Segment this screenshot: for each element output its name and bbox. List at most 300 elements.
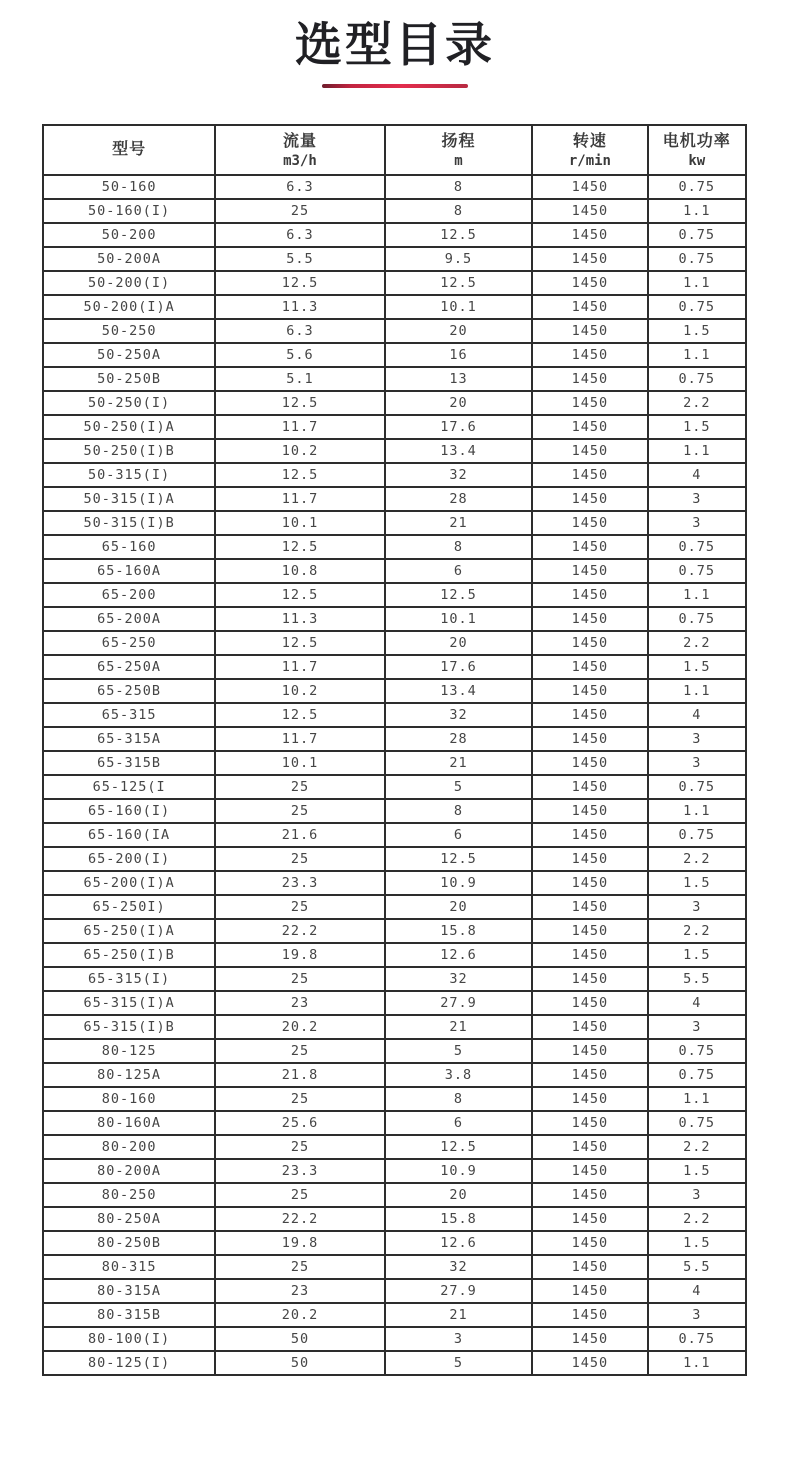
cell-head: 32 bbox=[385, 967, 533, 991]
table-row bbox=[43, 631, 746, 655]
cell-model: 50-315(I) bbox=[43, 463, 215, 487]
table-row bbox=[43, 751, 746, 775]
table-row bbox=[43, 919, 746, 943]
cell-head: 12.5 bbox=[385, 271, 533, 295]
cell-head: 10.9 bbox=[385, 1159, 533, 1183]
cell-power: 1.5 bbox=[648, 871, 746, 895]
cell-speed: 1450 bbox=[532, 223, 647, 247]
cell-flow: 23.3 bbox=[215, 871, 384, 895]
cell-head: 15.8 bbox=[385, 1207, 533, 1231]
cell-speed: 1450 bbox=[532, 1063, 647, 1087]
cell-speed: 1450 bbox=[532, 271, 647, 295]
cell-speed: 1450 bbox=[532, 1351, 647, 1375]
table-row bbox=[43, 1015, 746, 1039]
cell-head: 10.1 bbox=[385, 295, 533, 319]
cell-flow: 12.5 bbox=[215, 583, 384, 607]
cell-flow: 12.5 bbox=[215, 271, 384, 295]
cell-flow: 25 bbox=[215, 967, 384, 991]
cell-model: 50-250B bbox=[43, 367, 215, 391]
cell-speed: 1450 bbox=[532, 919, 647, 943]
cell-flow: 6.3 bbox=[215, 175, 384, 199]
cell-power: 4 bbox=[648, 463, 746, 487]
cell-model: 50-200 bbox=[43, 223, 215, 247]
cell-speed: 1450 bbox=[532, 1279, 647, 1303]
cell-model: 65-160 bbox=[43, 535, 215, 559]
cell-power: 0.75 bbox=[648, 1063, 746, 1087]
table-row bbox=[43, 199, 746, 223]
column-header-head bbox=[385, 125, 533, 175]
cell-flow: 25 bbox=[215, 1183, 384, 1207]
cell-head: 8 bbox=[385, 799, 533, 823]
column-header-power bbox=[648, 125, 746, 175]
table-row bbox=[43, 1063, 746, 1087]
cell-flow: 23 bbox=[215, 991, 384, 1015]
cell-model: 50-250(I)A bbox=[43, 415, 215, 439]
cell-speed: 1450 bbox=[532, 823, 647, 847]
selection-table-container bbox=[42, 124, 747, 1376]
cell-flow: 12.5 bbox=[215, 463, 384, 487]
column-label: 型号 bbox=[112, 141, 147, 159]
cell-power: 0.75 bbox=[648, 247, 746, 271]
cell-speed: 1450 bbox=[532, 847, 647, 871]
cell-flow: 19.8 bbox=[215, 943, 384, 967]
table-row bbox=[43, 1351, 746, 1375]
cell-head: 10.1 bbox=[385, 607, 533, 631]
cell-speed: 1450 bbox=[532, 535, 647, 559]
table-row bbox=[43, 727, 746, 751]
cell-flow: 6.3 bbox=[215, 319, 384, 343]
cell-flow: 10.1 bbox=[215, 511, 384, 535]
cell-model: 65-250B bbox=[43, 679, 215, 703]
cell-power: 3 bbox=[648, 895, 746, 919]
cell-model: 65-250(I)A bbox=[43, 919, 215, 943]
table-row bbox=[43, 319, 746, 343]
cell-power: 1.1 bbox=[648, 439, 746, 463]
table-row bbox=[43, 175, 746, 199]
column-header-speed bbox=[532, 125, 647, 175]
cell-model: 50-250(I) bbox=[43, 391, 215, 415]
cell-power: 1.5 bbox=[648, 415, 746, 439]
cell-speed: 1450 bbox=[532, 391, 647, 415]
cell-power: 3 bbox=[648, 1183, 746, 1207]
cell-head: 32 bbox=[385, 463, 533, 487]
table-row bbox=[43, 1255, 746, 1279]
table-row bbox=[43, 295, 746, 319]
cell-speed: 1450 bbox=[532, 511, 647, 535]
cell-power: 0.75 bbox=[648, 1111, 746, 1135]
cell-head: 12.5 bbox=[385, 1135, 533, 1159]
cell-speed: 1450 bbox=[532, 1039, 647, 1063]
cell-flow: 25 bbox=[215, 847, 384, 871]
table-row bbox=[43, 391, 746, 415]
table-row bbox=[43, 1159, 746, 1183]
cell-head: 8 bbox=[385, 535, 533, 559]
table-row bbox=[43, 1231, 746, 1255]
cell-head: 16 bbox=[385, 343, 533, 367]
cell-flow: 25 bbox=[215, 895, 384, 919]
cell-model: 80-200A bbox=[43, 1159, 215, 1183]
column-unit: kw bbox=[688, 152, 706, 169]
cell-model: 50-250(I)B bbox=[43, 439, 215, 463]
cell-model: 65-315 bbox=[43, 703, 215, 727]
table-row bbox=[43, 895, 746, 919]
cell-flow: 5.5 bbox=[215, 247, 384, 271]
column-unit: r/min bbox=[568, 152, 611, 169]
cell-flow: 25.6 bbox=[215, 1111, 384, 1135]
cell-head: 21 bbox=[385, 751, 533, 775]
cell-flow: 25 bbox=[215, 775, 384, 799]
table-row bbox=[43, 1303, 746, 1327]
cell-power: 1.1 bbox=[648, 199, 746, 223]
cell-head: 13 bbox=[385, 367, 533, 391]
cell-flow: 22.2 bbox=[215, 919, 384, 943]
cell-head: 32 bbox=[385, 703, 533, 727]
table-row bbox=[43, 583, 746, 607]
cell-model: 80-315B bbox=[43, 1303, 215, 1327]
cell-speed: 1450 bbox=[532, 943, 647, 967]
table-row bbox=[43, 343, 746, 367]
cell-flow: 6.3 bbox=[215, 223, 384, 247]
cell-speed: 1450 bbox=[532, 175, 647, 199]
cell-power: 3 bbox=[648, 511, 746, 535]
table-row bbox=[43, 487, 746, 511]
table-row bbox=[43, 823, 746, 847]
cell-flow: 11.3 bbox=[215, 295, 384, 319]
cell-power: 0.75 bbox=[648, 1327, 746, 1351]
cell-power: 1.5 bbox=[648, 655, 746, 679]
cell-model: 65-315A bbox=[43, 727, 215, 751]
cell-model: 80-125 bbox=[43, 1039, 215, 1063]
table-body bbox=[43, 175, 746, 1375]
cell-head: 20 bbox=[385, 1183, 533, 1207]
cell-head: 12.5 bbox=[385, 583, 533, 607]
table-row bbox=[43, 271, 746, 295]
column-label: 流量 bbox=[282, 133, 317, 151]
cell-speed: 1450 bbox=[532, 295, 647, 319]
cell-flow: 11.7 bbox=[215, 655, 384, 679]
cell-model: 65-125(I bbox=[43, 775, 215, 799]
cell-power: 2.2 bbox=[648, 919, 746, 943]
cell-model: 65-250 bbox=[43, 631, 215, 655]
table-row bbox=[43, 607, 746, 631]
cell-head: 21 bbox=[385, 1303, 533, 1327]
cell-speed: 1450 bbox=[532, 679, 647, 703]
cell-flow: 22.2 bbox=[215, 1207, 384, 1231]
table-row bbox=[43, 1135, 746, 1159]
table-row bbox=[43, 559, 746, 583]
cell-model: 65-250I) bbox=[43, 895, 215, 919]
cell-model: 50-250A bbox=[43, 343, 215, 367]
cell-power: 0.75 bbox=[648, 535, 746, 559]
cell-head: 27.9 bbox=[385, 1279, 533, 1303]
cell-model: 65-250A bbox=[43, 655, 215, 679]
cell-flow: 10.2 bbox=[215, 679, 384, 703]
cell-head: 20 bbox=[385, 895, 533, 919]
table-header bbox=[43, 125, 746, 175]
cell-speed: 1450 bbox=[532, 487, 647, 511]
cell-speed: 1450 bbox=[532, 895, 647, 919]
cell-speed: 1450 bbox=[532, 1303, 647, 1327]
cell-speed: 1450 bbox=[532, 1255, 647, 1279]
cell-speed: 1450 bbox=[532, 367, 647, 391]
cell-power: 4 bbox=[648, 991, 746, 1015]
cell-model: 50-160(I) bbox=[43, 199, 215, 223]
cell-power: 1.1 bbox=[648, 583, 746, 607]
table-row bbox=[43, 679, 746, 703]
cell-model: 80-160 bbox=[43, 1087, 215, 1111]
cell-power: 0.75 bbox=[648, 823, 746, 847]
cell-speed: 1450 bbox=[532, 727, 647, 751]
cell-power: 2.2 bbox=[648, 391, 746, 415]
cell-head: 3.8 bbox=[385, 1063, 533, 1087]
cell-speed: 1450 bbox=[532, 319, 647, 343]
cell-flow: 10.8 bbox=[215, 559, 384, 583]
cell-speed: 1450 bbox=[532, 463, 647, 487]
table-row bbox=[43, 943, 746, 967]
cell-speed: 1450 bbox=[532, 583, 647, 607]
cell-flow: 25 bbox=[215, 199, 384, 223]
header-row bbox=[43, 125, 746, 175]
cell-power: 2.2 bbox=[648, 847, 746, 871]
cell-head: 12.5 bbox=[385, 847, 533, 871]
column-label: 电机功率 bbox=[662, 133, 731, 151]
cell-power: 3 bbox=[648, 1303, 746, 1327]
cell-power: 1.1 bbox=[648, 679, 746, 703]
cell-flow: 20.2 bbox=[215, 1015, 384, 1039]
cell-power: 4 bbox=[648, 1279, 746, 1303]
table-row bbox=[43, 1279, 746, 1303]
cell-model: 65-315(I) bbox=[43, 967, 215, 991]
column-label: 转速 bbox=[572, 133, 607, 151]
cell-speed: 1450 bbox=[532, 1207, 647, 1231]
table-row bbox=[43, 703, 746, 727]
cell-power: 3 bbox=[648, 487, 746, 511]
cell-head: 8 bbox=[385, 199, 533, 223]
cell-head: 20 bbox=[385, 391, 533, 415]
table-row bbox=[43, 1183, 746, 1207]
cell-power: 4 bbox=[648, 703, 746, 727]
cell-head: 5 bbox=[385, 775, 533, 799]
cell-speed: 1450 bbox=[532, 1231, 647, 1255]
cell-flow: 25 bbox=[215, 1087, 384, 1111]
cell-model: 65-200(I)A bbox=[43, 871, 215, 895]
cell-flow: 50 bbox=[215, 1351, 384, 1375]
cell-speed: 1450 bbox=[532, 607, 647, 631]
cell-flow: 50 bbox=[215, 1327, 384, 1351]
cell-speed: 1450 bbox=[532, 439, 647, 463]
cell-power: 2.2 bbox=[648, 1207, 746, 1231]
cell-speed: 1450 bbox=[532, 343, 647, 367]
cell-speed: 1450 bbox=[532, 247, 647, 271]
cell-speed: 1450 bbox=[532, 1327, 647, 1351]
table-row bbox=[43, 415, 746, 439]
cell-head: 27.9 bbox=[385, 991, 533, 1015]
cell-flow: 5.6 bbox=[215, 343, 384, 367]
cell-head: 12.6 bbox=[385, 943, 533, 967]
cell-head: 32 bbox=[385, 1255, 533, 1279]
table-row bbox=[43, 871, 746, 895]
table-row bbox=[43, 799, 746, 823]
cell-speed: 1450 bbox=[532, 1183, 647, 1207]
cell-speed: 1450 bbox=[532, 751, 647, 775]
cell-flow: 12.5 bbox=[215, 631, 384, 655]
cell-flow: 11.7 bbox=[215, 487, 384, 511]
cell-flow: 23.3 bbox=[215, 1159, 384, 1183]
cell-model: 65-160(IA bbox=[43, 823, 215, 847]
cell-head: 5 bbox=[385, 1039, 533, 1063]
cell-model: 65-315(I)A bbox=[43, 991, 215, 1015]
cell-power: 0.75 bbox=[648, 559, 746, 583]
cell-model: 50-315(I)A bbox=[43, 487, 215, 511]
cell-model: 80-250 bbox=[43, 1183, 215, 1207]
cell-speed: 1450 bbox=[532, 871, 647, 895]
cell-speed: 1450 bbox=[532, 1159, 647, 1183]
cell-head: 28 bbox=[385, 727, 533, 751]
cell-flow: 25 bbox=[215, 1135, 384, 1159]
table-row bbox=[43, 247, 746, 271]
cell-head: 15.8 bbox=[385, 919, 533, 943]
cell-model: 65-315(I)B bbox=[43, 1015, 215, 1039]
cell-head: 8 bbox=[385, 1087, 533, 1111]
cell-power: 1.1 bbox=[648, 799, 746, 823]
cell-power: 0.75 bbox=[648, 775, 746, 799]
cell-model: 65-200(I) bbox=[43, 847, 215, 871]
table-row bbox=[43, 223, 746, 247]
cell-speed: 1450 bbox=[532, 631, 647, 655]
cell-model: 80-160A bbox=[43, 1111, 215, 1135]
cell-speed: 1450 bbox=[532, 1087, 647, 1111]
cell-flow: 10.1 bbox=[215, 751, 384, 775]
cell-model: 80-125A bbox=[43, 1063, 215, 1087]
cell-model: 65-200A bbox=[43, 607, 215, 631]
cell-power: 1.1 bbox=[648, 343, 746, 367]
cell-head: 6 bbox=[385, 823, 533, 847]
cell-speed: 1450 bbox=[532, 199, 647, 223]
cell-flow: 21.8 bbox=[215, 1063, 384, 1087]
cell-speed: 1450 bbox=[532, 1015, 647, 1039]
cell-flow: 11.7 bbox=[215, 727, 384, 751]
table-row bbox=[43, 1087, 746, 1111]
cell-model: 50-315(I)B bbox=[43, 511, 215, 535]
cell-speed: 1450 bbox=[532, 775, 647, 799]
cell-head: 13.4 bbox=[385, 439, 533, 463]
cell-model: 80-315A bbox=[43, 1279, 215, 1303]
cell-model: 50-200(I) bbox=[43, 271, 215, 295]
cell-head: 21 bbox=[385, 511, 533, 535]
cell-head: 20 bbox=[385, 319, 533, 343]
cell-power: 3 bbox=[648, 727, 746, 751]
cell-speed: 1450 bbox=[532, 415, 647, 439]
cell-model: 80-250B bbox=[43, 1231, 215, 1255]
cell-power: 1.5 bbox=[648, 319, 746, 343]
cell-head: 12.5 bbox=[385, 223, 533, 247]
cell-model: 80-100(I) bbox=[43, 1327, 215, 1351]
cell-speed: 1450 bbox=[532, 799, 647, 823]
cell-speed: 1450 bbox=[532, 559, 647, 583]
cell-flow: 12.5 bbox=[215, 703, 384, 727]
table-row bbox=[43, 775, 746, 799]
cell-flow: 12.5 bbox=[215, 391, 384, 415]
cell-power: 5.5 bbox=[648, 967, 746, 991]
cell-flow: 25 bbox=[215, 799, 384, 823]
cell-head: 6 bbox=[385, 559, 533, 583]
cell-model: 50-200(I)A bbox=[43, 295, 215, 319]
cell-power: 0.75 bbox=[648, 223, 746, 247]
cell-flow: 5.1 bbox=[215, 367, 384, 391]
table-row bbox=[43, 967, 746, 991]
column-header-model bbox=[43, 125, 215, 175]
table-row bbox=[43, 1327, 746, 1351]
cell-speed: 1450 bbox=[532, 1135, 647, 1159]
table-row bbox=[43, 511, 746, 535]
cell-head: 8 bbox=[385, 175, 533, 199]
table-row bbox=[43, 367, 746, 391]
table-row bbox=[43, 1039, 746, 1063]
cell-head: 6 bbox=[385, 1111, 533, 1135]
cell-head: 9.5 bbox=[385, 247, 533, 271]
cell-model: 50-160 bbox=[43, 175, 215, 199]
cell-power: 1.5 bbox=[648, 1231, 746, 1255]
cell-power: 1.5 bbox=[648, 1159, 746, 1183]
table-row bbox=[43, 1111, 746, 1135]
cell-speed: 1450 bbox=[532, 967, 647, 991]
cell-model: 80-250A bbox=[43, 1207, 215, 1231]
cell-model: 80-125(I) bbox=[43, 1351, 215, 1375]
cell-flow: 12.5 bbox=[215, 535, 384, 559]
cell-head: 17.6 bbox=[385, 655, 533, 679]
cell-power: 1.1 bbox=[648, 1351, 746, 1375]
column-header-flow bbox=[215, 125, 384, 175]
cell-power: 1.1 bbox=[648, 271, 746, 295]
cell-flow: 20.2 bbox=[215, 1303, 384, 1327]
page-title: 选型目录 bbox=[295, 18, 495, 71]
cell-flow: 23 bbox=[215, 1279, 384, 1303]
cell-head: 3 bbox=[385, 1327, 533, 1351]
cell-speed: 1450 bbox=[532, 655, 647, 679]
cell-model: 65-250(I)B bbox=[43, 943, 215, 967]
cell-speed: 1450 bbox=[532, 1111, 647, 1135]
cell-model: 50-250 bbox=[43, 319, 215, 343]
table-row bbox=[43, 1207, 746, 1231]
cell-flow: 25 bbox=[215, 1255, 384, 1279]
cell-flow: 25 bbox=[215, 1039, 384, 1063]
title-underline-decoration bbox=[322, 84, 468, 88]
cell-head: 21 bbox=[385, 1015, 533, 1039]
cell-speed: 1450 bbox=[532, 991, 647, 1015]
title-block bbox=[0, 0, 790, 88]
cell-flow: 11.7 bbox=[215, 415, 384, 439]
table-row bbox=[43, 655, 746, 679]
cell-head: 5 bbox=[385, 1351, 533, 1375]
cell-head: 28 bbox=[385, 487, 533, 511]
cell-model: 65-200 bbox=[43, 583, 215, 607]
cell-power: 0.75 bbox=[648, 175, 746, 199]
cell-head: 13.4 bbox=[385, 679, 533, 703]
cell-power: 2.2 bbox=[648, 1135, 746, 1159]
cell-head: 20 bbox=[385, 631, 533, 655]
cell-power: 0.75 bbox=[648, 607, 746, 631]
cell-model: 65-160(I) bbox=[43, 799, 215, 823]
cell-power: 0.75 bbox=[648, 367, 746, 391]
cell-power: 1.5 bbox=[648, 943, 746, 967]
cell-model: 80-200 bbox=[43, 1135, 215, 1159]
cell-model: 50-200A bbox=[43, 247, 215, 271]
cell-flow: 11.3 bbox=[215, 607, 384, 631]
cell-power: 3 bbox=[648, 1015, 746, 1039]
cell-model: 80-315 bbox=[43, 1255, 215, 1279]
cell-head: 12.6 bbox=[385, 1231, 533, 1255]
table-row bbox=[43, 847, 746, 871]
